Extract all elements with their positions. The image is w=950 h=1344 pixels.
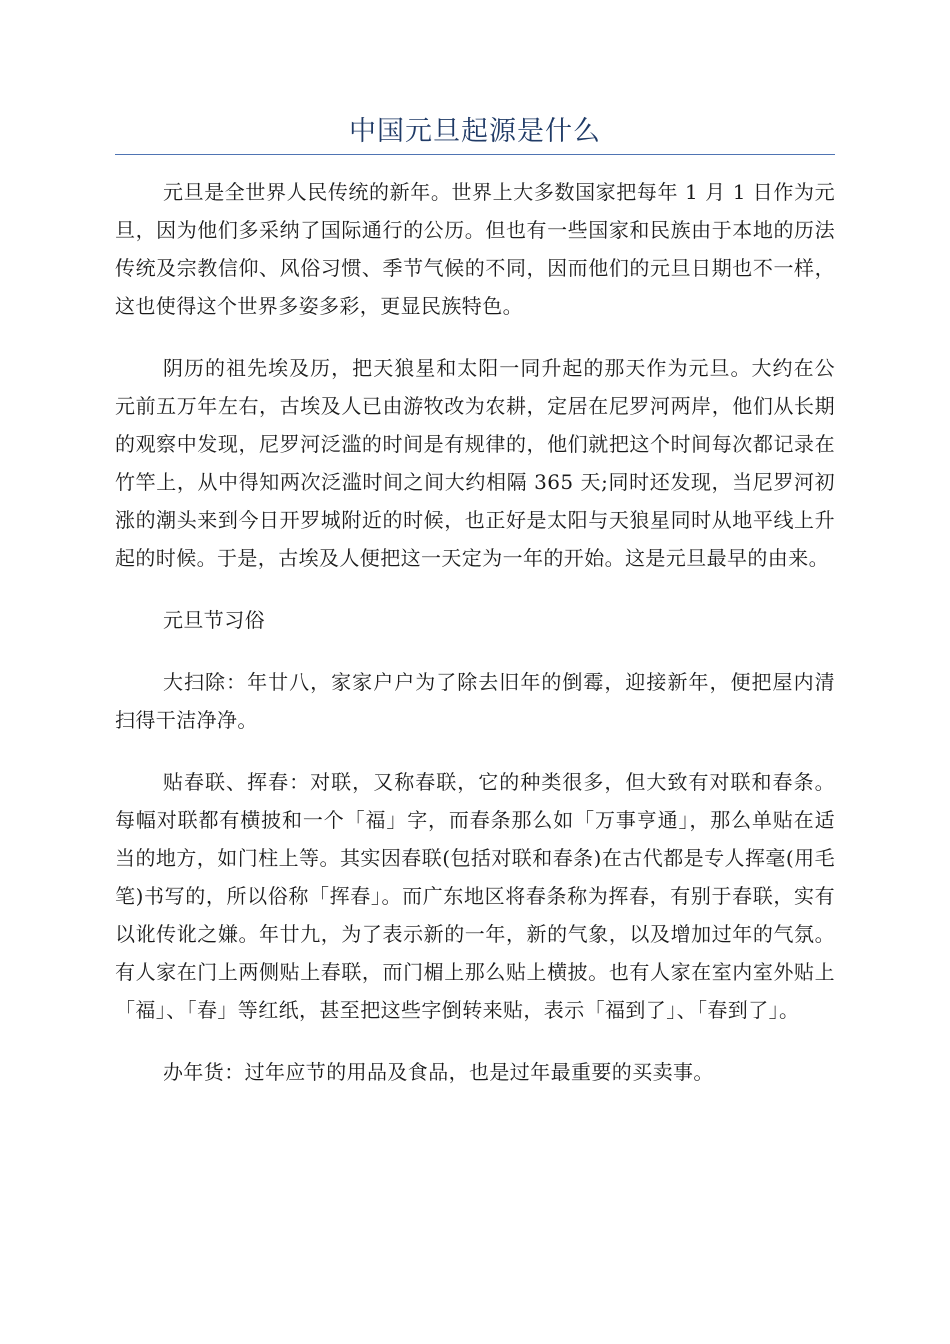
page-title: 中国元旦起源是什么 (349, 116, 601, 147)
paragraph-shopping: 办年货：过年应节的用品及食品，也是过年最重要的买卖事。 (163, 1060, 714, 1084)
paragraph-egypt-origin: 阴历的祖先埃及历，把天狼星和太阳一同升起的那天作为元旦。大约在公元前五万年左右，古埃及人已由游牧改为农耕，定居在尼罗河两岸，他们从长期的观察中发现，尼罗河泛滥的时间是有规律的，他们就把这个时间每次都记录在竹竿上，从中得知两次泛滥时间之间大约相隔 365 天;同时还发现，当尼罗河初涨的潮头来到今日开罗城附近的时候，也正好是太阳与天狼星同时从地平线上升起的时候。于是，古埃及人便把这一天定为一年的开始。这是元旦最早的由来。 (115, 356, 835, 570)
document-body (115, 173, 835, 1115)
section-heading-customs: 元旦节习俗 (163, 608, 265, 632)
paragraph-intro: 元旦是全世界人民传统的新年。世界上大多数国家把每年 1 月 1 日作为元旦，因为他们多采纳了国际通行的公历。但也有一些国家和民族由于本地的历法传统及宗教信仰、风俗习惯、季节气候的不同，因而他们的元旦日期也不一样，这也使得这个世界多姿多彩，更显民族特色。 (115, 180, 835, 318)
paragraph-cleaning: 大扫除：年廿八，家家户户为了除去旧年的倒霉，迎接新年，便把屋内清扫得干洁净净。 (115, 670, 835, 732)
paragraph-couplets: 贴春联、挥春：对联，又称春联，它的种类很多，但大致有对联和春条。每幅对联都有横披和一个「福」字，而春条那么如「万事亨通」，那么单贴在适当的地方，如门柱上等。其实因春联(包括对联和春条)在古代都是专人挥毫(用毛笔)书写的，所以俗称「挥春」。而广东地区将春条称为挥春，有别于春联，实有以讹传讹之嫌。年廿九，为了表示新的一年，新的气象，以及增加过年的气氛。有人家在门上两侧贴上春联，而门楣上那么贴上横披。也有人家在室内室外贴上「福」、「春」等红纸，甚至把这些字倒转来贴，表示「福到了」、「春到了」。 (115, 770, 835, 1022)
title-underline (115, 154, 835, 155)
